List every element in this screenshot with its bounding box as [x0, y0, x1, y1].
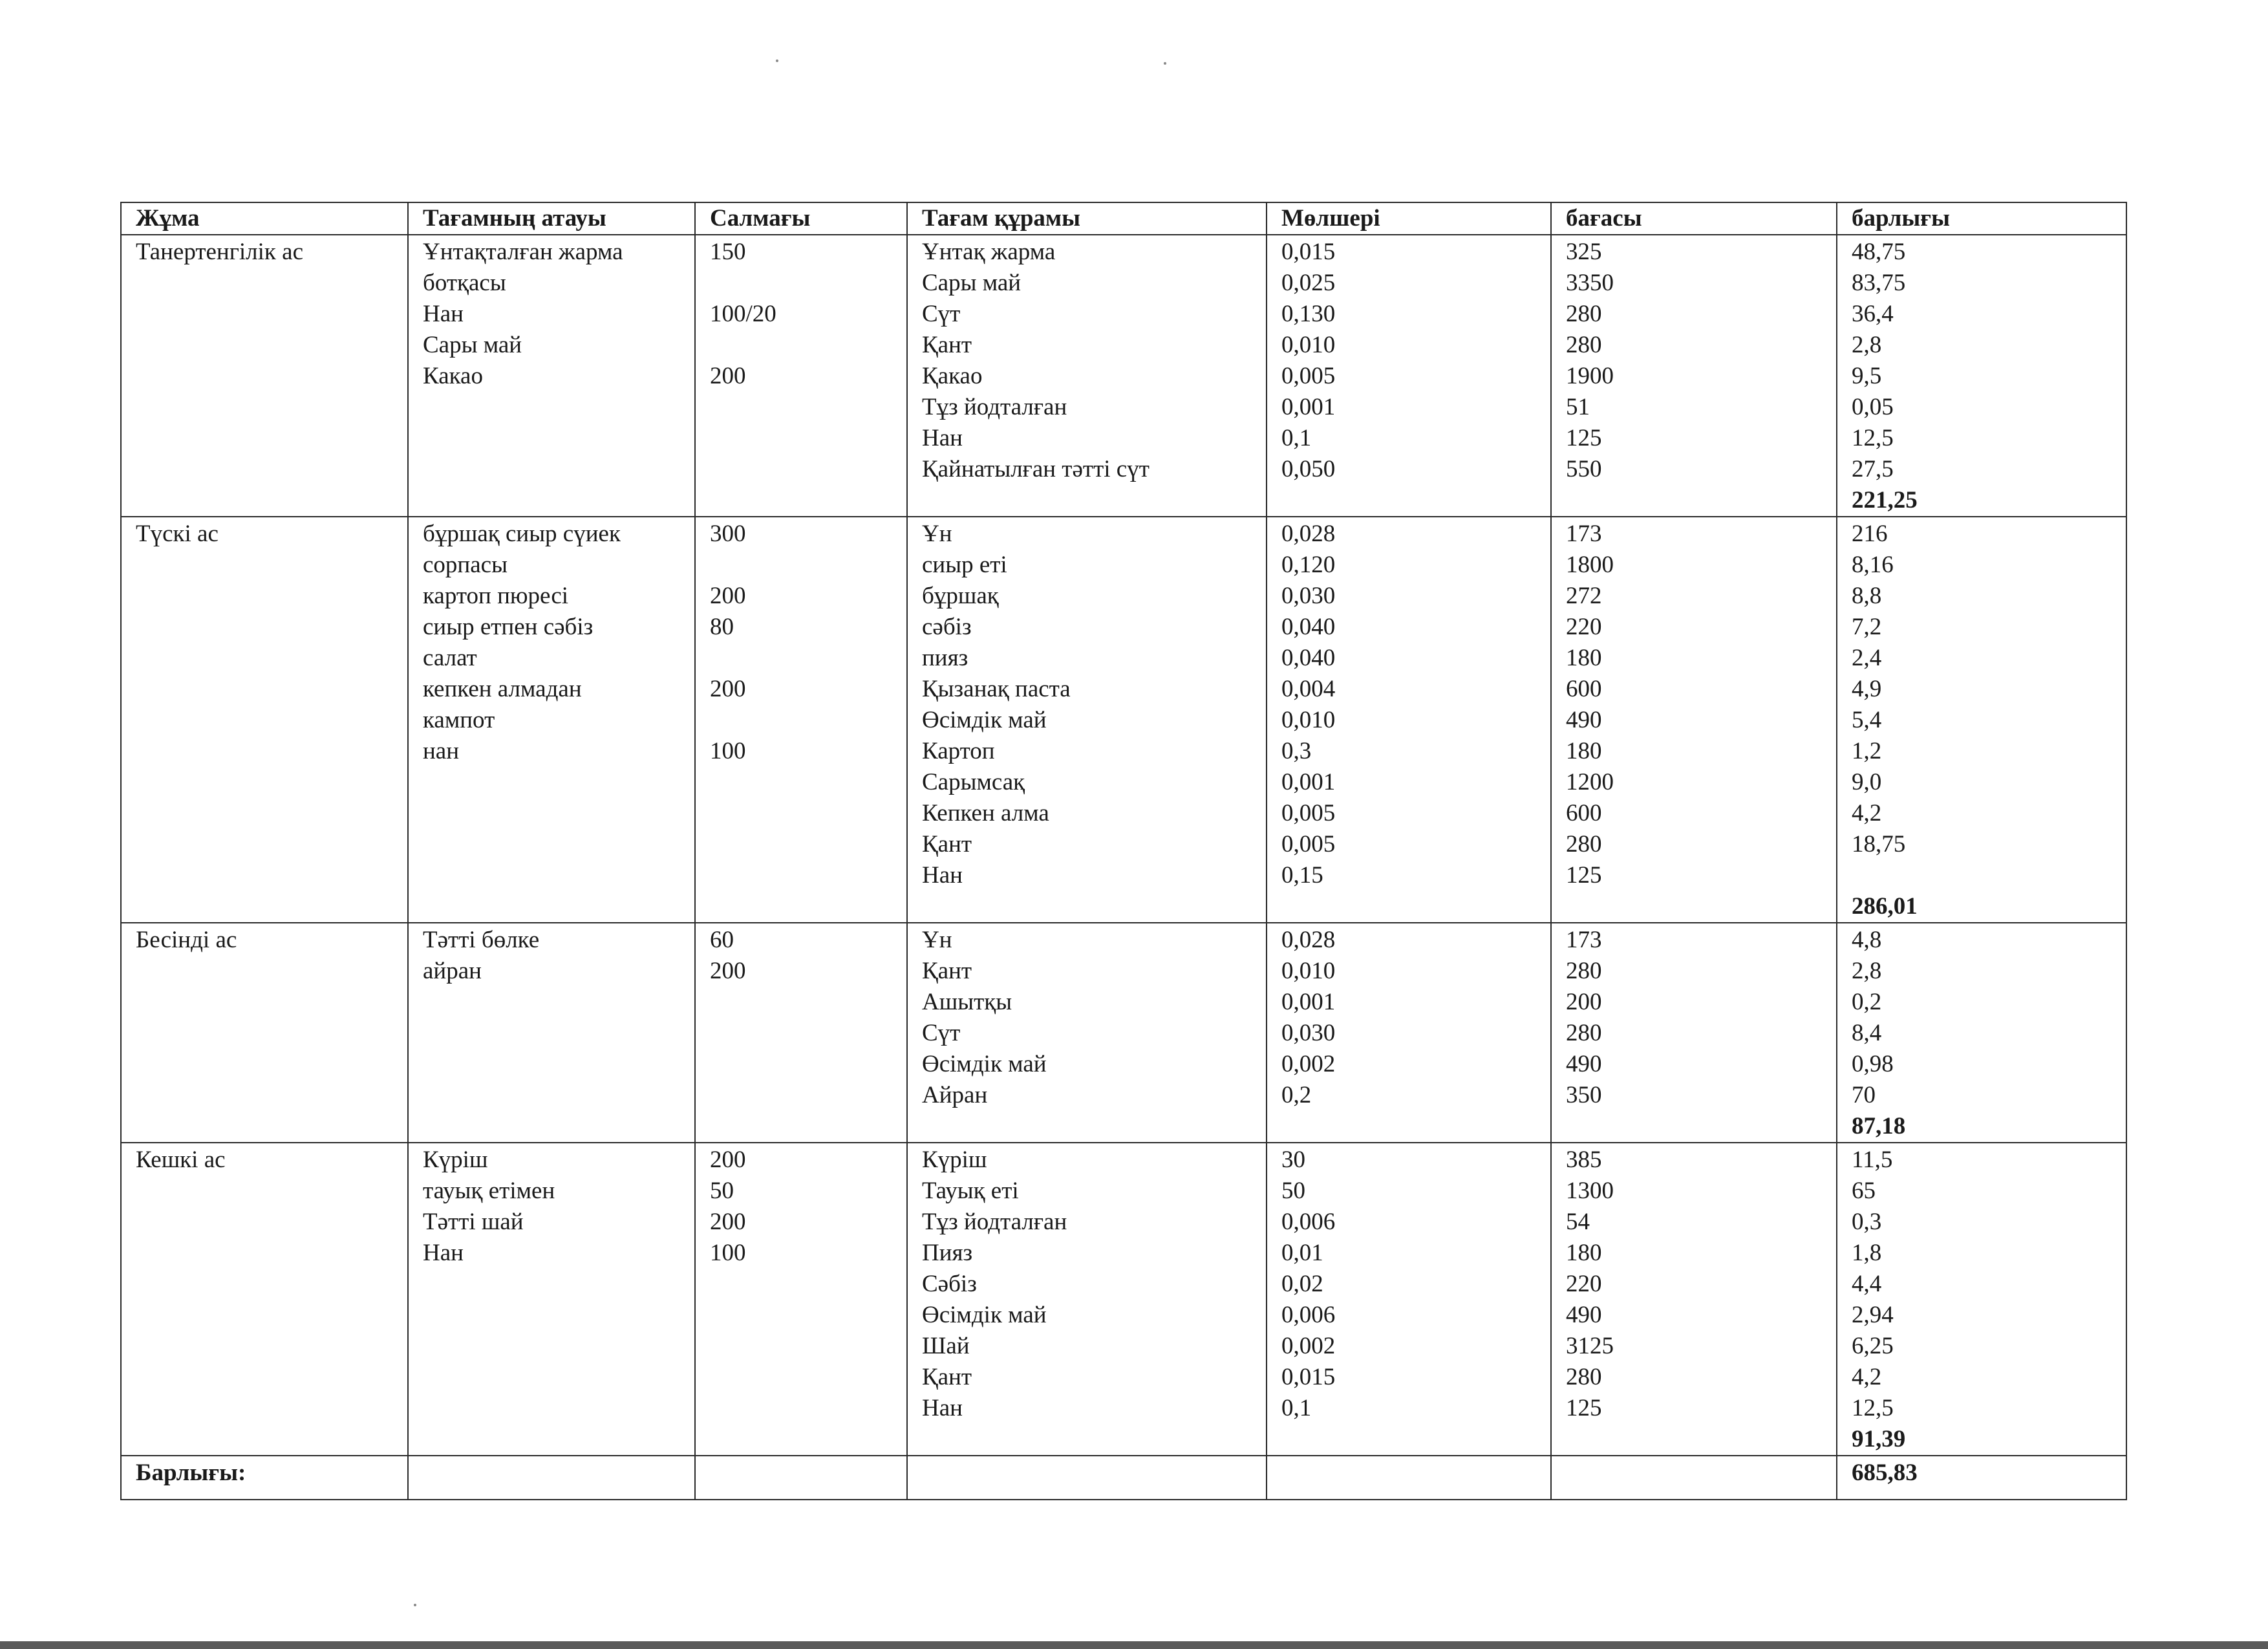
ingredient-price: 490: [1566, 1051, 1602, 1077]
header-day: Жұма: [121, 202, 408, 235]
dish-weight: 200: [710, 676, 746, 702]
ingredient-total: 70: [1852, 1082, 1876, 1108]
meal-ingredient-price-cell: [1551, 235, 1837, 517]
ingredient-amount: 0,006: [1281, 1302, 1336, 1328]
ingredient-price: 180: [1566, 645, 1602, 671]
ingredient-total: 4,9: [1852, 676, 1882, 702]
meal-ingredient-cell: [907, 1143, 1267, 1456]
header-row: [121, 202, 2126, 235]
ingredient-amount: 0,028: [1281, 927, 1336, 953]
ingredient-amount: 0,010: [1281, 958, 1336, 984]
ingredient-price: 173: [1566, 927, 1602, 953]
dish-weight: 100: [710, 738, 746, 764]
ingredient: Сары май: [922, 270, 1022, 296]
meal-subtotal: 91,39: [1852, 1426, 1906, 1452]
ingredient-total: 2,8: [1852, 958, 1882, 984]
dish-weight: 200: [710, 1147, 746, 1173]
ingredient: Қайнатылған тәтті сүт: [922, 456, 1150, 482]
meal-name: Түскі ас: [121, 517, 408, 923]
ingredient: Айран: [922, 1082, 988, 1108]
ingredient: Қант: [922, 831, 972, 857]
ingredient: Қант: [922, 1364, 972, 1390]
ingredient-total: 8,4: [1852, 1020, 1882, 1046]
ingredient-amount: 0,028: [1281, 521, 1336, 547]
ingredient-total: 0,3: [1852, 1209, 1882, 1235]
ingredient-price: 280: [1566, 1364, 1602, 1390]
ingredient-total: 8,16: [1852, 552, 1894, 578]
ingredient-total: 0,98: [1852, 1051, 1894, 1077]
ingredient: Сәбіз: [922, 1271, 977, 1297]
ingredient-price: 180: [1566, 1240, 1602, 1266]
meal-ingredient-total-cell: [1837, 517, 2126, 923]
meal-name: Танертенгілік ас: [121, 235, 408, 517]
ingredient: Нан: [922, 425, 963, 451]
ingredient-total: 2,4: [1852, 645, 1882, 671]
ingredient-amount: 0,2: [1281, 1082, 1312, 1108]
meal-row: [121, 923, 2126, 1143]
ingredient-price: 125: [1566, 862, 1602, 889]
ingredient: Нан: [922, 1395, 963, 1421]
ingredient-total: 18,75: [1852, 831, 1906, 857]
ingredient-total: 12,5: [1852, 425, 1894, 451]
header-amount: Мөлшері: [1267, 202, 1551, 235]
ingredient: Сүт: [922, 1020, 961, 1046]
ingredient: Сүт: [922, 301, 961, 327]
ingredient-price: 1800: [1566, 552, 1614, 578]
scan-speck: [414, 1604, 416, 1606]
ingredient: Қакао: [922, 363, 983, 389]
ingredient-amount: 0,050: [1281, 456, 1336, 482]
dish-weight: [710, 550, 895, 581]
meal-dish-weight-cell: [695, 1143, 907, 1456]
ingredient-price: 350: [1566, 1082, 1602, 1108]
dish-weight: 200: [710, 1209, 746, 1235]
dish-weight: 200: [710, 583, 746, 609]
ingredient-price: 272: [1566, 583, 1602, 609]
ingredient-amount: 0,010: [1281, 707, 1336, 733]
grand-total-value: 685,83: [1837, 1456, 2126, 1500]
meal-ingredient-cell: [907, 235, 1267, 517]
header-dish-name: Тағамның атауы: [408, 202, 695, 235]
ingredient-total: 4,8: [1852, 927, 1882, 953]
ingredient-price: 125: [1566, 425, 1602, 451]
ingredient-amount: 0,015: [1281, 1364, 1336, 1390]
ingredient-price: 3125: [1566, 1333, 1614, 1359]
dish-name: Тәтті шай: [423, 1209, 524, 1235]
ingredient-price: 280: [1566, 332, 1602, 358]
ingredient-price: 600: [1566, 676, 1602, 702]
ingredient-total: 48,75: [1852, 239, 1906, 265]
meal-ingredient-amount-cell: [1267, 517, 1551, 923]
ingredient-amount: 0,025: [1281, 270, 1336, 296]
ingredient: Күріш: [922, 1147, 987, 1173]
ingredient-price: 280: [1566, 958, 1602, 984]
dish-weight: 150: [710, 239, 746, 265]
dish-name: кепкен алмадан: [423, 676, 582, 702]
dish-name: тауық етімен: [423, 1178, 555, 1204]
meal-dish-name-cell: [408, 517, 695, 923]
grand-total-row: [121, 1456, 2126, 1500]
dish-weight: 300: [710, 521, 746, 547]
ingredient-amount: 0,030: [1281, 1020, 1336, 1046]
ingredient: Қант: [922, 958, 972, 984]
meal-dish-name-cell: [408, 923, 695, 1143]
ingredient-amount: 0,3: [1281, 738, 1312, 764]
ingredient-price: 220: [1566, 1271, 1602, 1297]
ingredient: сиыр еті: [922, 552, 1007, 578]
ingredient: Ұн: [922, 521, 952, 547]
ingredient-price: 600: [1566, 800, 1602, 826]
ingredient-amount: 50: [1281, 1178, 1305, 1204]
ingredient: Ашытқы: [922, 989, 1012, 1015]
ingredient-total: 4,2: [1852, 800, 1882, 826]
ingredient-price: 220: [1566, 614, 1602, 640]
ingredient-price: 1900: [1566, 363, 1614, 389]
ingredient-price: 280: [1566, 1020, 1602, 1046]
ingredient: Өсімдік май: [922, 1302, 1047, 1328]
meal-row: [121, 1143, 2126, 1456]
dish-name: картоп пюресі: [423, 583, 569, 609]
dish-weight: 80: [710, 614, 734, 640]
ingredient-amount: 0,005: [1281, 800, 1336, 826]
scan-edge: [0, 1641, 2268, 1649]
meal-dish-weight-cell: [695, 235, 907, 517]
ingredient-total: 11,5: [1852, 1147, 1893, 1173]
ingredient-total: 216: [1852, 521, 1888, 547]
ingredient-total: 8,8: [1852, 583, 1882, 609]
ingredient-total: 65: [1852, 1178, 1876, 1204]
ingredient-total: 9,0: [1852, 769, 1882, 795]
ingredient: Қант: [922, 332, 972, 358]
dish-name: Сары май: [423, 332, 522, 358]
ingredient-amount: 0,1: [1281, 1395, 1312, 1421]
ingredient: Қызанақ паста: [922, 676, 1071, 702]
meal-row: [121, 517, 2126, 923]
ingredient-amount: 0,01: [1281, 1240, 1323, 1266]
ingredient-total: 7,2: [1852, 614, 1882, 640]
header-total: барлығы: [1837, 202, 2126, 235]
ingredient: Өсімдік май: [922, 1051, 1047, 1077]
ingredient-amount: 0,006: [1281, 1209, 1336, 1235]
dish-name: бұршақ сиыр сүиек: [423, 521, 621, 547]
meal-subtotal: 221,25: [1852, 487, 1918, 513]
ingredient-total: 4,4: [1852, 1271, 1882, 1297]
header-composition: Тағам құрамы: [907, 202, 1267, 235]
dish-weight: 100: [710, 1240, 746, 1266]
empty-cell: [1267, 1456, 1551, 1500]
ingredient-total: 6,25: [1852, 1333, 1894, 1359]
ingredient-amount: 0,002: [1281, 1051, 1336, 1077]
ingredient-price: 51: [1566, 394, 1590, 420]
meal-ingredient-amount-cell: [1267, 235, 1551, 517]
ingredient-amount: 0,1: [1281, 425, 1312, 451]
ingredient-amount: 0,002: [1281, 1333, 1336, 1359]
ingredient: Тауық еті: [922, 1178, 1019, 1204]
dish-name: сорпасы: [423, 552, 508, 578]
dish-name: сиыр етпен сәбіз: [423, 614, 594, 640]
ingredient-total: 83,75: [1852, 270, 1906, 296]
ingredient-amount: 0,001: [1281, 769, 1336, 795]
ingredient-amount: 0,001: [1281, 394, 1336, 420]
ingredient-price: 325: [1566, 239, 1602, 265]
ingredient-amount: 0,015: [1281, 239, 1336, 265]
menu-cost-table: [120, 202, 2127, 1500]
grand-total-label: Барлығы:: [121, 1456, 408, 1500]
dish-name: Күріш: [423, 1147, 488, 1173]
dish-weight: [710, 330, 895, 361]
dish-name: кампот: [423, 707, 495, 733]
meal-ingredient-price-cell: [1551, 1143, 1837, 1456]
dish-name: Нан: [423, 301, 464, 327]
ingredient: Нан: [922, 862, 963, 889]
ingredient-total: 2,94: [1852, 1302, 1894, 1328]
dish-name: Ұнтақталған жарма: [423, 239, 623, 265]
meal-dish-weight-cell: [695, 517, 907, 923]
ingredient-total: 27,5: [1852, 456, 1894, 482]
meal-ingredient-cell: [907, 517, 1267, 923]
meal-subtotal: 286,01: [1852, 893, 1918, 920]
dish-name: Нан: [423, 1240, 464, 1266]
blank-line: [1852, 860, 2114, 891]
ingredient: Тұз йодталған: [922, 1209, 1067, 1235]
ingredient: Шай: [922, 1333, 970, 1359]
dish-weight: [710, 643, 895, 674]
ingredient-price: 385: [1566, 1147, 1602, 1173]
ingredient-amount: 0,004: [1281, 676, 1336, 702]
ingredient-amount: 0,120: [1281, 552, 1336, 578]
empty-cell: [907, 1456, 1267, 1500]
ingredient-total: 36,4: [1852, 301, 1894, 327]
empty-cell: [1551, 1456, 1837, 1500]
ingredient: пияз: [922, 645, 968, 671]
ingredient-price: 490: [1566, 1302, 1602, 1328]
ingredient-total: 4,2: [1852, 1364, 1882, 1390]
meal-dish-name-cell: [408, 235, 695, 517]
ingredient-total: 2,8: [1852, 332, 1882, 358]
dish-weight: 200: [710, 958, 746, 984]
ingredient-total: 5,4: [1852, 707, 1882, 733]
meal-row: [121, 235, 2126, 517]
ingredient-amount: 0,15: [1281, 862, 1323, 889]
meal-ingredient-amount-cell: [1267, 1143, 1551, 1456]
ingredient-total: 1,8: [1852, 1240, 1882, 1266]
meal-ingredient-amount-cell: [1267, 923, 1551, 1143]
header-price: бағасы: [1551, 202, 1837, 235]
header-weight: Салмағы: [695, 202, 907, 235]
ingredient-price: 54: [1566, 1209, 1590, 1235]
ingredient-amount: 0,040: [1281, 614, 1336, 640]
ingredient: Тұз йодталған: [922, 394, 1067, 420]
empty-cell: [408, 1456, 695, 1500]
ingredient-price: 173: [1566, 521, 1602, 547]
ingredient: Картоп: [922, 738, 995, 764]
ingredient-amount: 0,02: [1281, 1271, 1323, 1297]
ingredient-total: 0,2: [1852, 989, 1882, 1015]
meal-ingredient-total-cell: [1837, 923, 2126, 1143]
dish-name: ботқасы: [423, 270, 506, 296]
ingredient-amount: 0,040: [1281, 645, 1336, 671]
meal-ingredient-total-cell: [1837, 1143, 2126, 1456]
meal-name: Бесінді ас: [121, 923, 408, 1143]
ingredient: Өсімдік май: [922, 707, 1047, 733]
ingredient: сәбіз: [922, 614, 972, 640]
ingredient-price: 3350: [1566, 270, 1614, 296]
dish-name: салат: [423, 645, 477, 671]
dish-weight: [710, 705, 895, 736]
dish-name: нан: [423, 738, 460, 764]
ingredient-total: 12,5: [1852, 1395, 1894, 1421]
meal-ingredient-price-cell: [1551, 517, 1837, 923]
meal-name: Кешкі ас: [121, 1143, 408, 1456]
ingredient-amount: 0,005: [1281, 831, 1336, 857]
ingredient: Ұн: [922, 927, 952, 953]
scan-speck: [776, 59, 778, 62]
dish-weight: 100/20: [710, 301, 776, 327]
ingredient-price: 180: [1566, 738, 1602, 764]
ingredient: Сарымсақ: [922, 769, 1025, 795]
ingredient-price: 1300: [1566, 1178, 1614, 1204]
meal-ingredient-price-cell: [1551, 923, 1837, 1143]
ingredient-price: 280: [1566, 831, 1602, 857]
meal-ingredient-total-cell: [1837, 235, 2126, 517]
dish-name: Какао: [423, 363, 483, 389]
dish-name: айран: [423, 958, 482, 984]
dish-weight: 60: [710, 927, 734, 953]
meal-dish-weight-cell: [695, 923, 907, 1143]
ingredient-amount: 0,010: [1281, 332, 1336, 358]
ingredient: бұршақ: [922, 583, 999, 609]
empty-cell: [695, 1456, 907, 1500]
ingredient-amount: 30: [1281, 1147, 1305, 1173]
meal-subtotal: 87,18: [1852, 1113, 1906, 1139]
ingredient-price: 550: [1566, 456, 1602, 482]
ingredient-price: 1200: [1566, 769, 1614, 795]
ingredient-total: 0,05: [1852, 394, 1894, 420]
ingredient-total: 9,5: [1852, 363, 1882, 389]
ingredient: Ұнтақ жарма: [922, 239, 1056, 265]
dish-weight: 50: [710, 1178, 734, 1204]
dish-name: Тәтті бөлке: [423, 927, 540, 953]
ingredient-amount: 0,030: [1281, 583, 1336, 609]
ingredient: Пияз: [922, 1240, 973, 1266]
meal-ingredient-cell: [907, 923, 1267, 1143]
ingredient-amount: 0,001: [1281, 989, 1336, 1015]
meal-dish-name-cell: [408, 1143, 695, 1456]
ingredient-price: 200: [1566, 989, 1602, 1015]
ingredient-total: 1,2: [1852, 738, 1882, 764]
ingredient-price: 490: [1566, 707, 1602, 733]
ingredient: Кепкен алма: [922, 800, 1049, 826]
dish-weight: [710, 268, 895, 299]
ingredient-amount: 0,130: [1281, 301, 1336, 327]
scan-speck: [1164, 62, 1166, 65]
dish-weight: 200: [710, 363, 746, 389]
ingredient-price: 125: [1566, 1395, 1602, 1421]
ingredient-price: 280: [1566, 301, 1602, 327]
ingredient-amount: 0,005: [1281, 363, 1336, 389]
